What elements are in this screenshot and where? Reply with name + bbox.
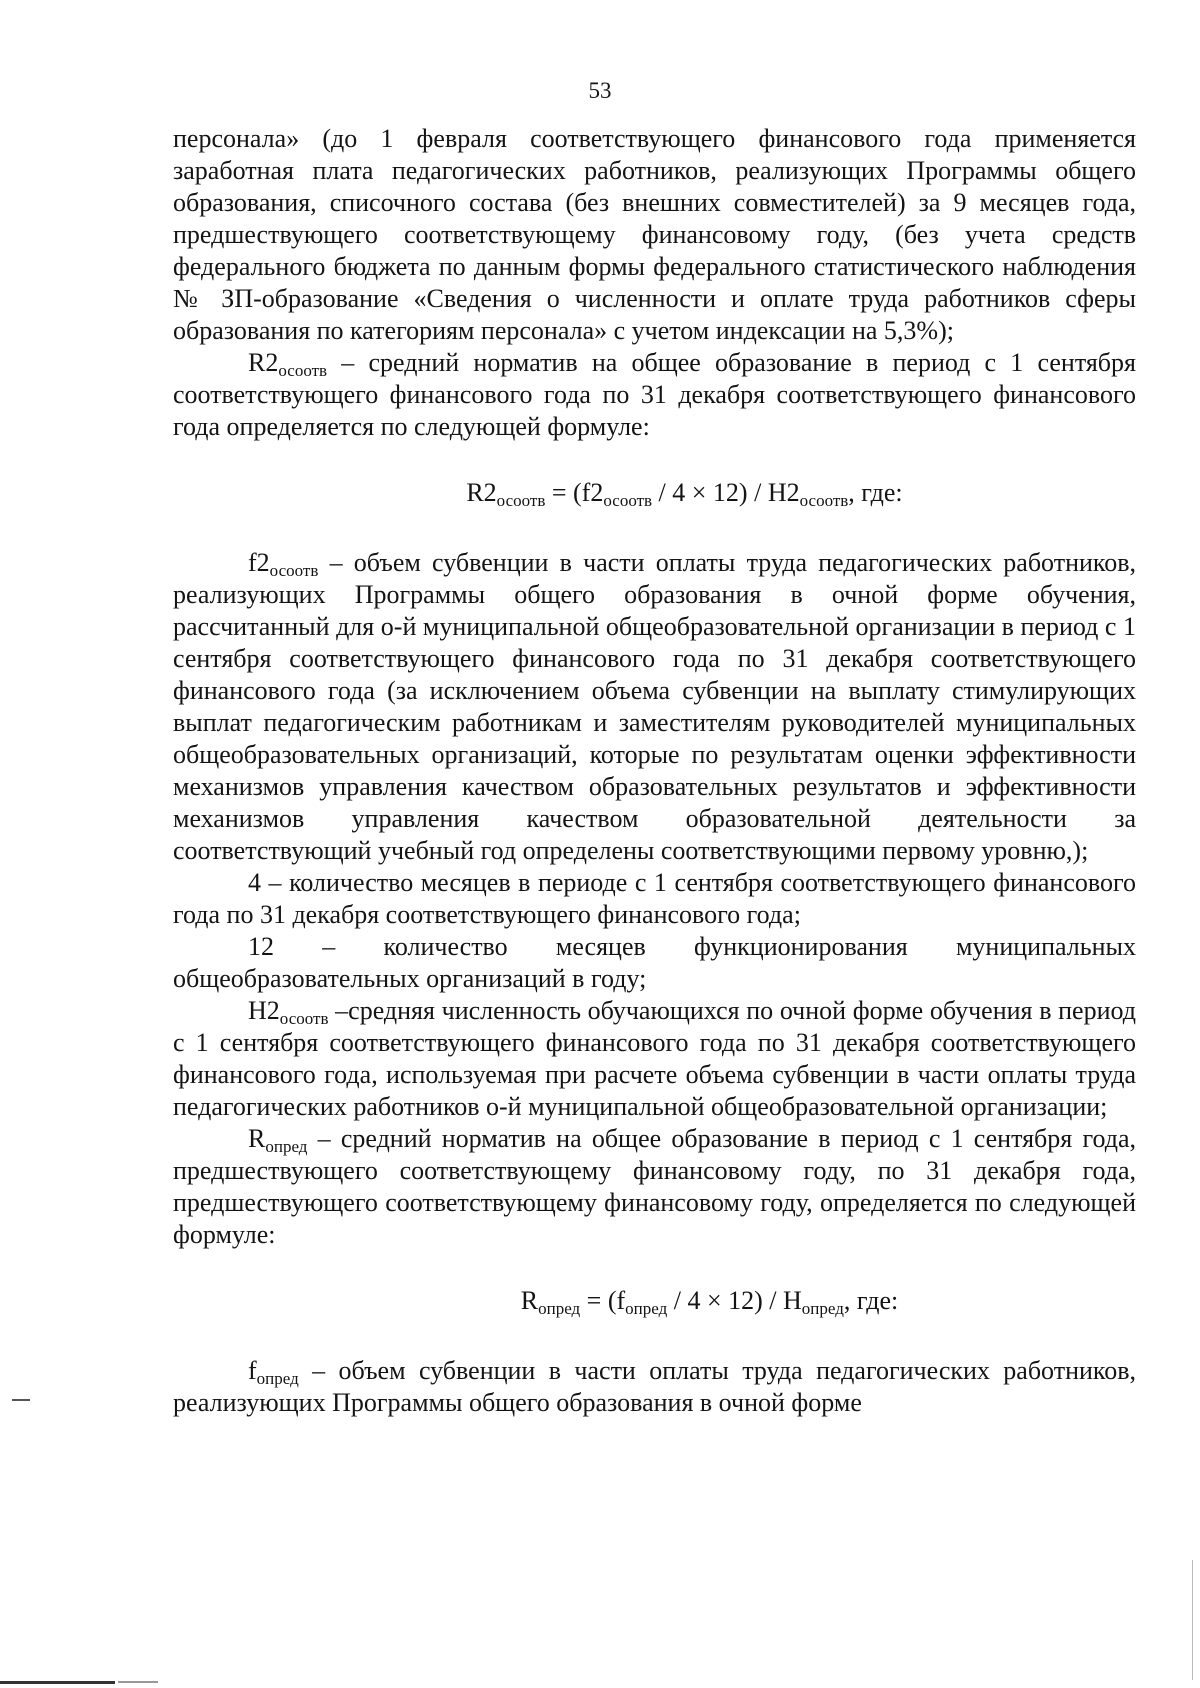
paragraph-text: –средняя численность обучающихся по очной форме обучения в период с 1 сентября соответствующего финансового года по 31 декабря соответствующего финансового года, используемая при расчете объема субвенции в части оплаты труда педагогических работников о-й муниципальной общеобразовательной организации;: [173, 996, 1136, 1121]
formula-r2: [233, 477, 1136, 509]
symbol-subscript: осоотв: [279, 1009, 329, 1028]
formula-subscript: осоотв: [603, 491, 653, 510]
formula-part: = (f2: [545, 478, 604, 507]
formula-part: R: [520, 1286, 539, 1315]
formula-part: = (f: [580, 1286, 626, 1315]
scan-mark-bottom: [0, 1681, 115, 1684]
paragraph-r-opred-definition: [173, 1123, 1136, 1251]
formula-part: R2: [466, 478, 497, 507]
symbol: R: [248, 1124, 266, 1153]
formula-part: , где:: [848, 478, 903, 507]
formula-subscript: опред: [625, 1299, 668, 1318]
paragraph-four-months: 4 – количество месяцев в периоде с 1 сентября соответствующего финансового года по 31 декабря соответствующего финансового года;: [173, 868, 1136, 929]
formula-part: / 4 × 12) / Н: [667, 1286, 802, 1315]
scan-mark-left: [12, 1399, 30, 1401]
paragraph-f2-definition: [173, 547, 1136, 867]
paragraph-text: – объем субвенции в части оплаты труда педагогических работников, реализующих Программы общего образования в очной форме: [173, 1356, 1136, 1417]
formula-part: / 4 × 12) / Н2: [652, 478, 800, 507]
scan-mark-right-edge: [1192, 1560, 1193, 1680]
symbol: f2: [248, 548, 270, 577]
symbol: R2: [248, 348, 279, 377]
formula-part: , где:: [843, 1286, 899, 1315]
paragraph-f-opred-definition: [173, 1355, 1136, 1419]
formula-subscript: опред: [801, 1299, 844, 1318]
paragraph-r2-definition: [173, 347, 1136, 443]
symbol-subscript: опред: [265, 1137, 308, 1156]
paragraph-h2-definition: [173, 995, 1136, 1123]
symbol-subscript: опред: [256, 1369, 299, 1388]
paragraph-personnel-salary: персонала» (до 1 февраля соответствующего финансового года применяется заработная плата педагогических работников, реализующих Программы общего образования, списочного состава (без внешних совместителей) за 9 месяцев года, предшествующего соответствующему финансовому году, (без учета средств федерального бюджета по данным формы федерального статистического наблюдения № ЗП-образование «Сведения о численности и оплате труда работников сферы образования по категориям персонала» с учетом индексации на 5,3%);: [173, 124, 1136, 345]
formula-subscript: осоотв: [496, 491, 546, 510]
scan-mark-bottom-dots: [118, 1681, 158, 1683]
paragraph-text: – объем субвенции в части оплаты труда педагогических работников, реализующих Программы общего образования в очной форме обучения, рассчитанный для о-й муниципальной общеобразовательной организации в период с 1 сентября соответствующего финансового года по 31 декабря соответствующего финансового года (за исключением объема субвенции на выплату стимулирующих выплат педагогическим работникам и заместителям руководителей муниципальных общеобразовательных организаций, которые по результатам оценки эффективности механизмов управления качеством образовательных результатов и эффективности механизмов управления качеством образовательной деятельности за соответствующий учебный год определены соответствующими первому уровню,);: [173, 548, 1136, 865]
page-number: 53: [588, 78, 612, 103]
paragraph-text: – средний норматив на общее образование в период с 1 сентября соответствующего финансового года по 31 декабря соответствующего финансового года определяется по следующей формуле:: [173, 348, 1136, 441]
symbol-subscript: осоотв: [278, 361, 328, 380]
symbol: f: [248, 1356, 257, 1385]
symbol: Н2: [248, 996, 280, 1025]
formula-subscript: осоотв: [799, 491, 849, 510]
formula-r-opred: [283, 1285, 1136, 1317]
paragraph-text: – средний норматив на общее образование в период с 1 сентября года, предшествующего соответствующему финансовому году, по 31 декабря года, предшествующего соответствующему финансовому году, определяется по следующей формуле:: [173, 1124, 1136, 1249]
document-body: [173, 123, 1136, 1419]
paragraph-twelve-months: 12 – количество месяцев функционирования муниципальных общеобразовательных организаций в году;: [173, 932, 1136, 993]
formula-subscript: опред: [538, 1299, 581, 1318]
symbol-subscript: осоотв: [269, 561, 319, 580]
